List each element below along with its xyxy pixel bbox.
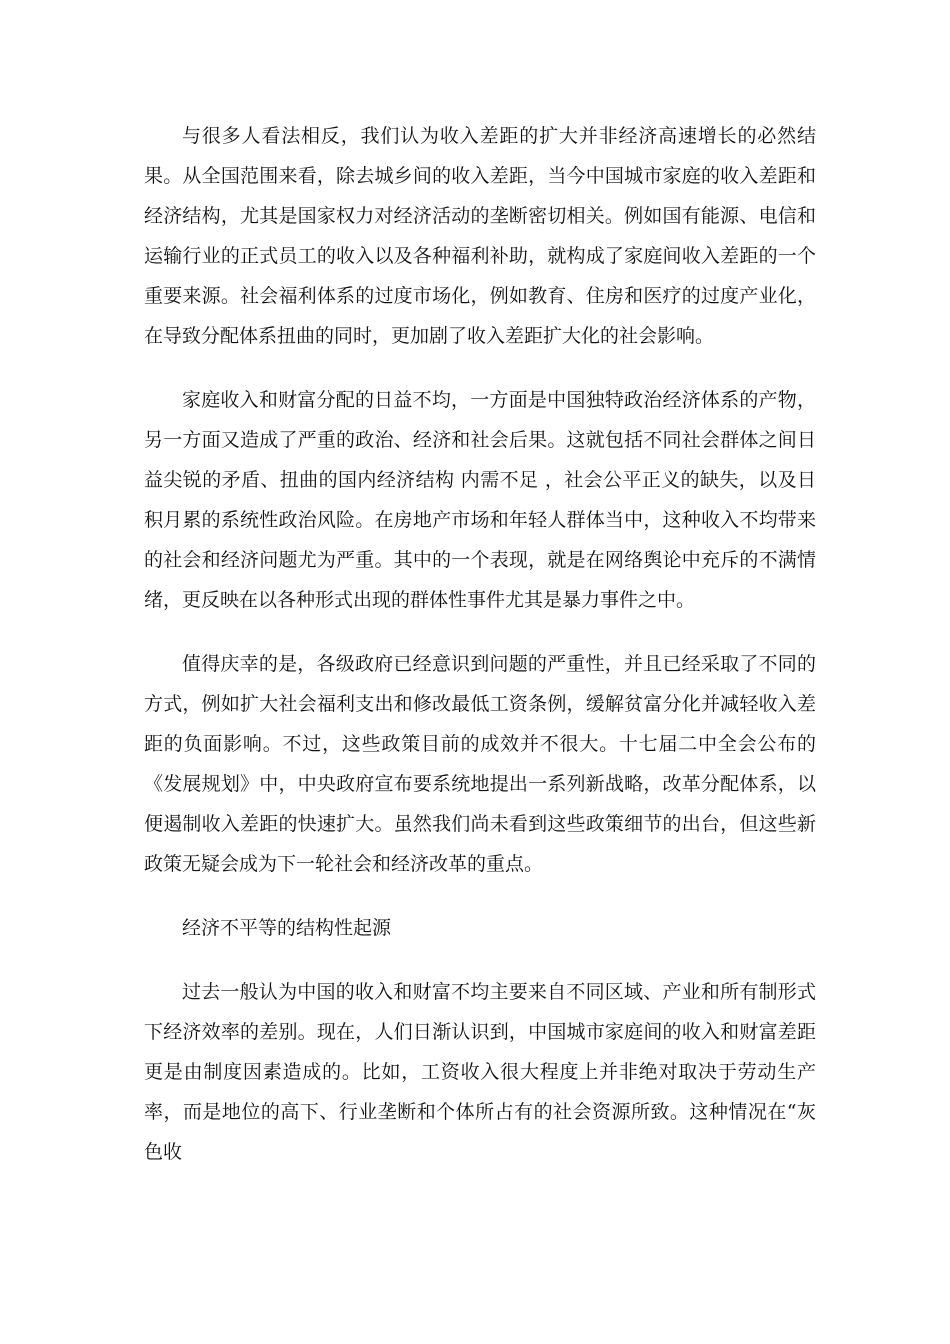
section-heading: 经济不平等的结构性起源 <box>182 917 392 939</box>
document-body <box>144 116 816 1196</box>
paragraph-2: 家庭收入和财富分配的日益不均，一方面是中国独特政治经济体系的产物，另一方面又造成了严重的政治、经济和社会后果。这就包括不同社会群体之间日益尖锐的矛盾、扭曲的国内经济结构 内需不足 ，社会公平正义的缺失，以及日积月累的系统性政治风险。在房地产市场和年轻人群体当中，这种收入不均带来的社会和经济问题尤为严重。其中的一个表现，就是在网络舆论中充斥的不满情绪，更反映在以各种形式出现的群体性事件尤其是暴力事件之中。 <box>144 389 816 611</box>
paragraph-3: 值得庆幸的是，各级政府已经意识到问题的严重性，并且已经采取了不同的方式，例如扩大社会福利支出和修改最低工资条例，缓解贫富分化并减轻收入差距的负面影响。不过，这些政策目前的成效并不很大。十七届二中全会公布的《发展规划》中，中央政府宣布要系统地提出一系列新战略，改革分配体系，以便遏制收入差距的快速扩大。虽然我们尚未看到这些政策细节的出台，但这些新政策无疑会成为下一轮社会和经济改革的重点。 <box>144 653 816 875</box>
paragraph-1: 与很多人看法相反，我们认为收入差距的扩大并非经济高速增长的必然结果。从全国范围来看，除去城乡间的收入差距，当今中国城市家庭的收入差距和经济结构，尤其是国家权力对经济活动的垄断密切相关。例如国有能源、电信和运输行业的正式员工的收入以及各种福利补助，就构成了家庭间收入差距的一个重要来源。社会福利体系的过度市场化，例如教育、住房和医疗的过度产业化，在导致分配体系扭曲的同时，更加剧了收入差距扩大化的社会影响。 <box>144 125 816 347</box>
paragraph-4: 过去一般认为中国的收入和财富不均主要来自不同区域、产业和所有制形式下经济效率的差别。现在，人们日渐认识到，中国城市家庭间的收入和财富差距更是由制度因素造成的。比如，工资收入很大程度上并非绝对取决于劳动生产率，而是地位的高下、行业垄断和个体所占有的社会资源所致。这种情况在“灰色收 <box>144 981 816 1163</box>
